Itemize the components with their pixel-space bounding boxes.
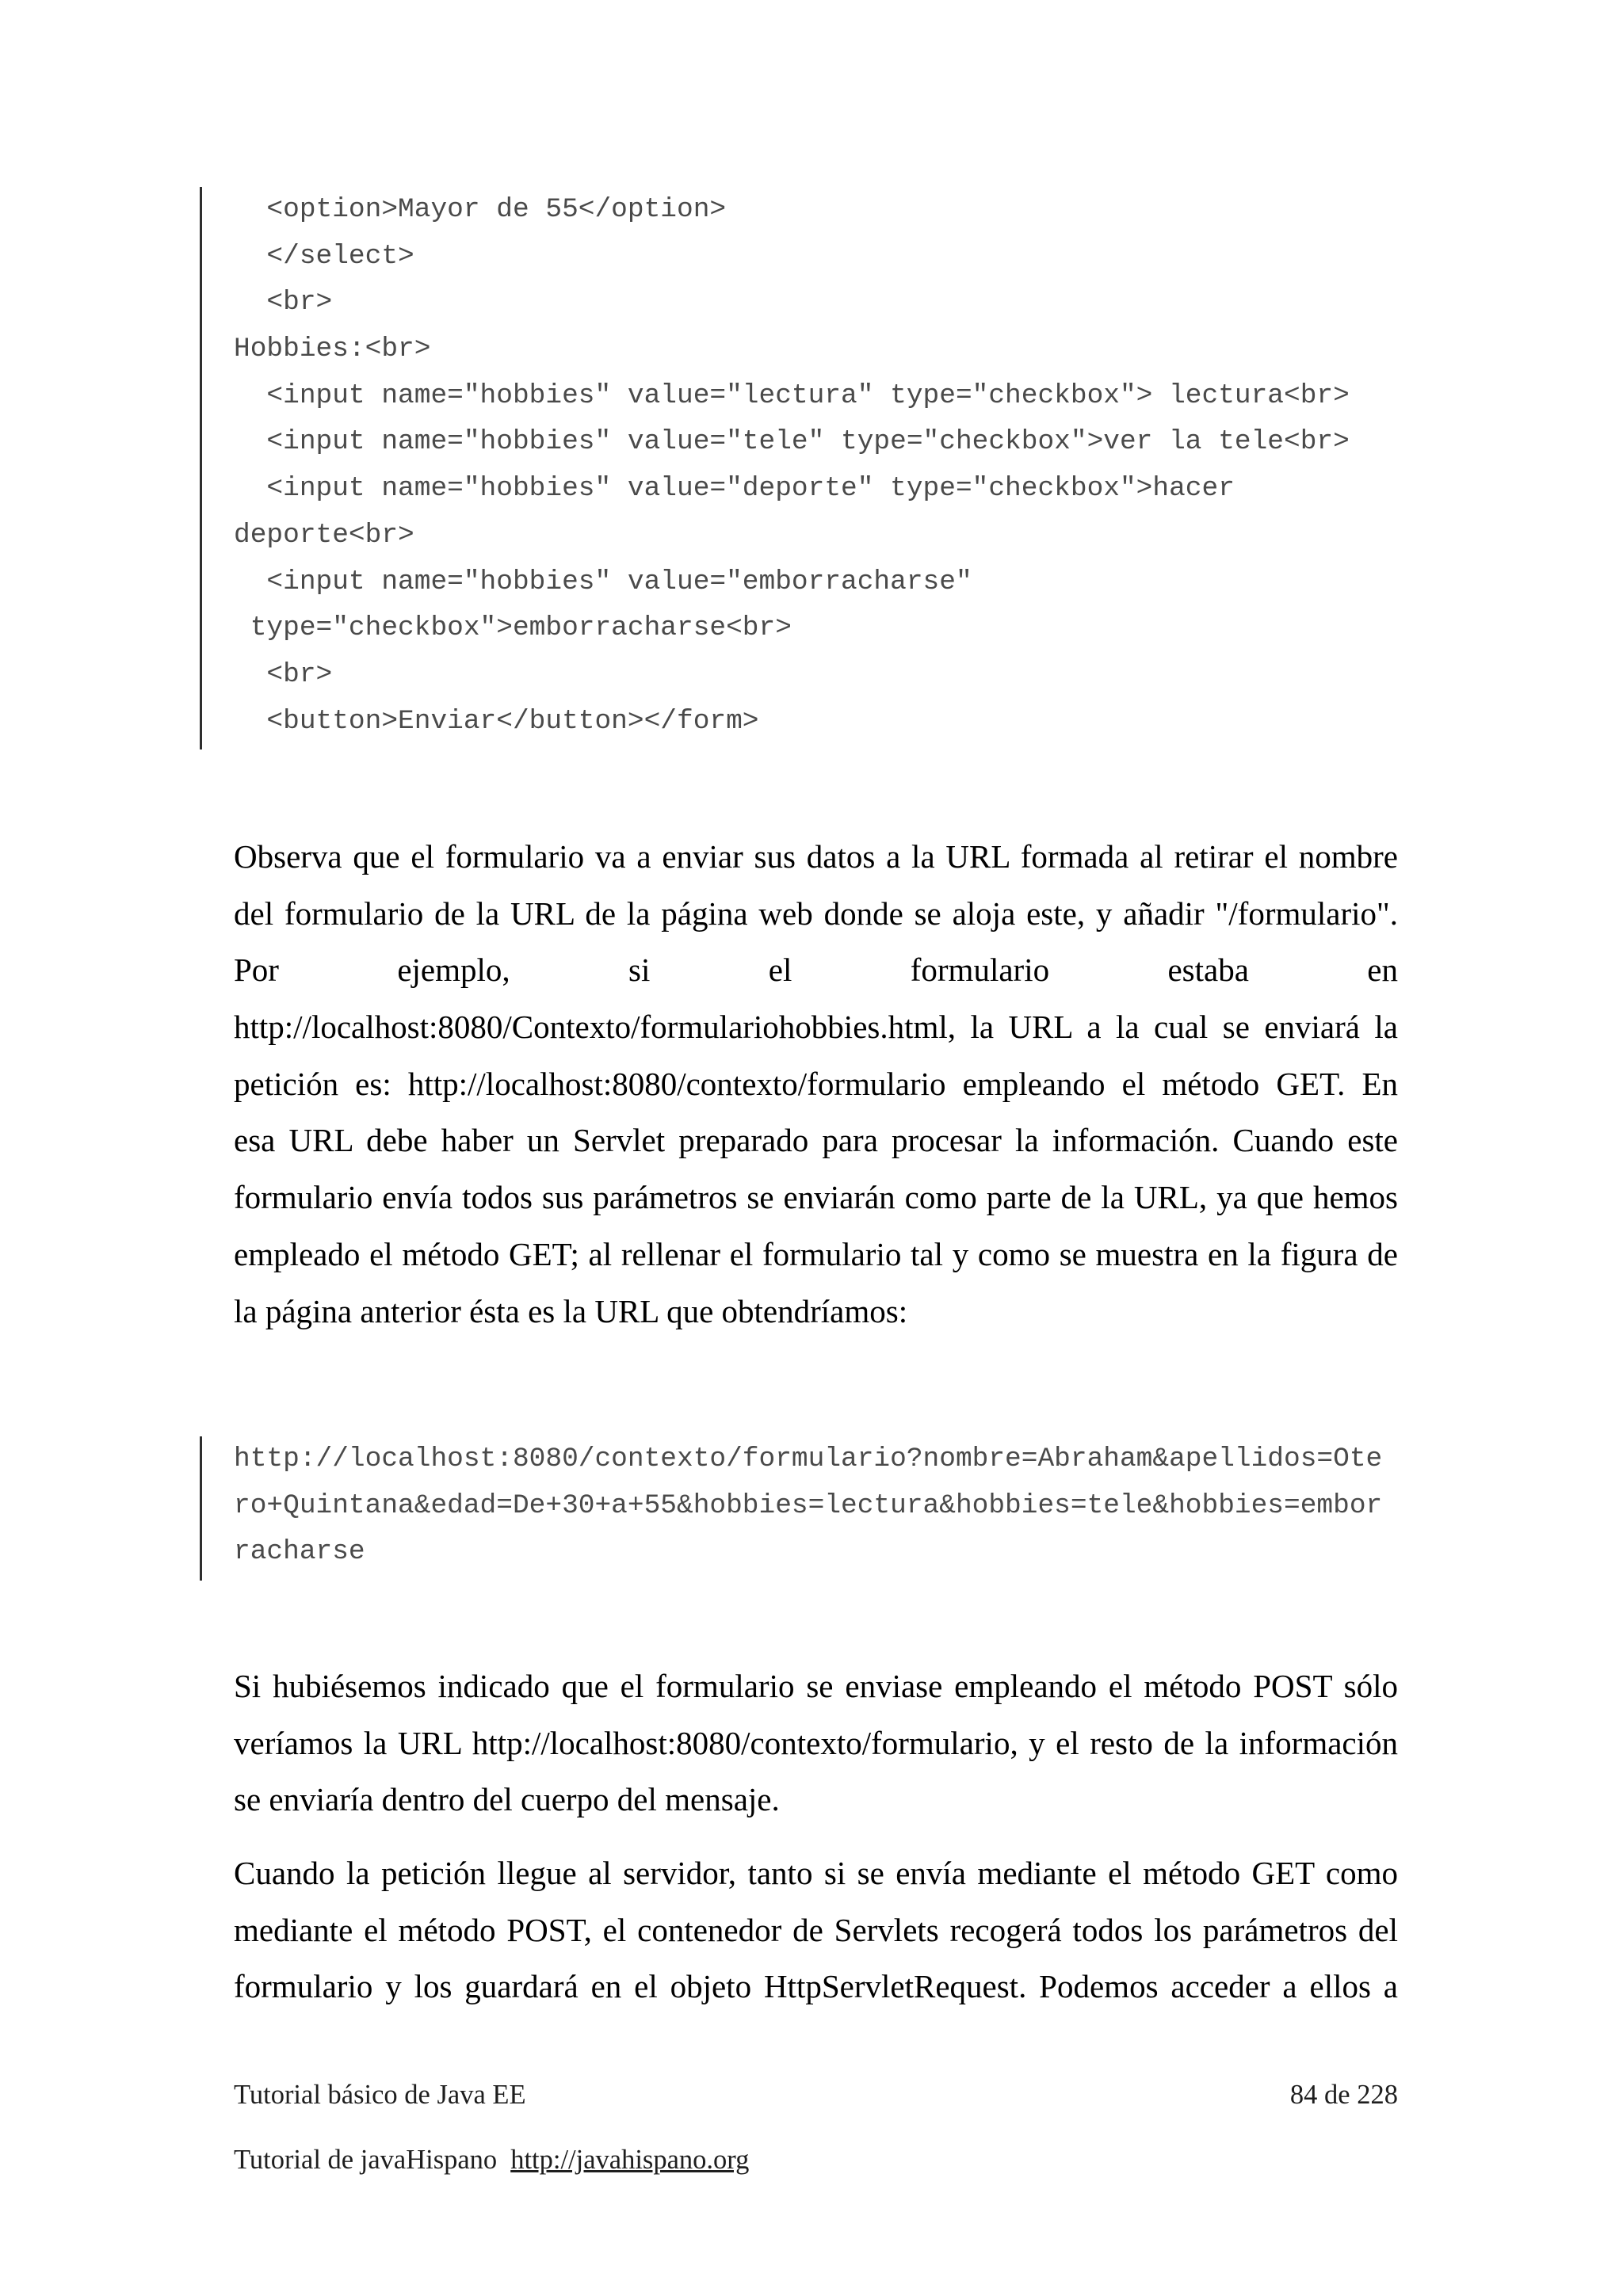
paragraph-line: formulario y los guardará en el objeto HttpServletRequest. Podemos acceder a ellos a (234, 1968, 1398, 2005)
code-line: <input name="hobbies" value="tele" type="checkbox">ver la tele<br> (234, 426, 1350, 458)
paragraph-line: del formulario de la URL de la página web donde se aloja este, y añadir "/formulario". (234, 894, 1398, 932)
paragraph-line: petición es: http://localhost:8080/contexto/formulario empleando el método GET. En (234, 1065, 1398, 1102)
footer-link[interactable]: http://javahispano.org (510, 2145, 750, 2175)
code-line: <input name="hobbies" value="emborracharse" (234, 566, 972, 597)
paragraph-line: la página anterior ésta es la URL que obtendríamos: (234, 1292, 908, 1329)
footer (234, 2079, 1398, 2111)
code-line: deporte<br> (234, 519, 414, 551)
code-line: <input name="hobbies" value="deporte" type="checkbox">hacer (234, 473, 1235, 505)
code-line: <button>Enviar</button></form> (234, 705, 759, 737)
paragraph-line: Por ejemplo, si el formulario estaba en (234, 952, 1398, 989)
footer-credit-row (234, 2144, 1398, 2176)
paragraph-line: http://localhost:8080/Contexto/formulariohobbies.html, la URL a la cual se enviará la (234, 1009, 1398, 1046)
paragraph-line: veríamos la URL http://localhost:8080/contexto/formulario, y el resto de la información (234, 1724, 1398, 1761)
code-block (200, 187, 1350, 749)
footer-credit: Tutorial de javaHispano (234, 2145, 498, 2175)
code-line: ro+Quintana&edad=De+30+a+55&hobbies=lectura&hobbies=tele&hobbies=embor (234, 1489, 1383, 1521)
code-block (200, 1436, 1382, 1581)
code-line: http://localhost:8080/contexto/formulario?nombre=Abraham&apellidos=Ote (234, 1444, 1383, 1474)
code-line: <input name="hobbies" value="lectura" type="checkbox"> lectura<br> (234, 379, 1350, 411)
paragraph-line: Si hubiésemos indicado que el formulario se enviase empleando el método POST sólo (234, 1668, 1398, 1704)
paragraph-line: mediante el método POST, el contenedor de Servlets recogerá todos los parámetros del (234, 1911, 1398, 1948)
paragraph (234, 1845, 1398, 2016)
paragraph-line: se enviaría dentro del cuerpo del mensaje. (234, 1781, 780, 1818)
paragraph-line: formulario envía todos sus parámetros se enviarán como parte de la URL, ya que hemos (234, 1179, 1398, 1216)
paragraph-line: Observa que el formulario va a enviar sus datos a la URL formada al retirar el nombre (234, 838, 1398, 875)
code-line: <br> (234, 658, 333, 690)
paragraph-line: empleado el método GET; al rellenar el formulario tal y como se muestra en la figura de (234, 1235, 1398, 1272)
code-line: type="checkbox">emborracharse<br> (234, 612, 792, 644)
paragraph-line: Cuando la petición llegue al servidor, tanto si se envía mediante el método GET como (234, 1855, 1398, 1891)
code-line: Hobbies:<br> (234, 334, 431, 365)
page-number: 84 de 228 (1289, 2080, 1398, 2110)
footer-title: Tutorial básico de Java EE (234, 2080, 526, 2110)
paragraph-line: esa URL debe haber un Servlet preparado para procesar la información. Cuando este (234, 1122, 1398, 1159)
code-line: <br> (234, 287, 333, 318)
code-line: </select> (234, 240, 414, 272)
code-line: racharse (234, 1536, 365, 1568)
code-line: <option>Mayor de 55</option> (234, 194, 727, 225)
paragraph (234, 829, 1398, 1340)
paragraph (234, 1658, 1398, 1829)
